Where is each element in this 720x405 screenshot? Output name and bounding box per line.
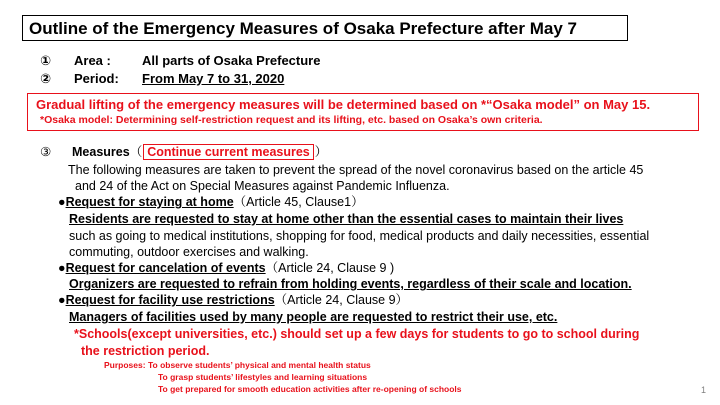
bullet-icon: ●: [58, 195, 66, 209]
notice-box: [27, 93, 699, 131]
schools-line-1: *Schools(except universities, etc.) should set up a few days for students to go to school during: [74, 327, 640, 341]
stay-home-ref: （Article 45, Clause1）: [233, 195, 364, 209]
purpose-3: To get prepared for smooth education activities after re-opening of schools: [158, 384, 462, 394]
measures-intro-line-2: and 24 of the Act on Special Measures against Pandemic Influenza.: [75, 179, 450, 193]
stay-home-heading: [58, 194, 364, 210]
stay-home-requirement: Residents are requested to stay at home other than the essential cases to maintain their lives: [69, 212, 624, 226]
area-row: [40, 53, 320, 69]
events-requirement: Organizers are requested to refrain from holding events, regardless of their scale and location.: [69, 277, 632, 291]
measures-heading: [40, 144, 327, 160]
purpose-2: To grasp students’ lifestyles and learning situations: [158, 372, 368, 382]
area-label: Area :: [74, 53, 111, 68]
period-value: From May 7 to 31, 2020: [142, 71, 285, 86]
area-number: ①: [40, 53, 52, 68]
measures-label: Measures: [72, 145, 130, 159]
continue-measures-badge: Continue current measures: [143, 144, 314, 160]
events-ref: （Article 24, Clause 9 ): [265, 261, 395, 275]
purposes-row: [104, 359, 371, 371]
measures-intro-line-1: The following measures are taken to prevent the spread of the novel coronavirus based on the article 45: [68, 163, 644, 177]
bullet-icon: ●: [58, 261, 66, 275]
notice-line-2: *Osaka model: Determining self-restriction request and its lifting, etc. based on Osaka’s own criteria.: [40, 114, 543, 126]
stay-home-title: Request for staying at home: [65, 195, 234, 209]
measures-open-paren: （: [129, 145, 143, 159]
period-label: Period:: [74, 71, 119, 86]
period-number: ②: [40, 71, 52, 86]
notice-line-1: Gradual lifting of the emergency measures will be determined based on *“Osaka model” on May 15.: [36, 97, 651, 112]
schools-line-2: the restriction period.: [81, 344, 210, 358]
facilities-requirement: Managers of facilities used by many people are requested to restrict their use, etc.: [69, 310, 558, 324]
stay-home-detail-line-1: such as going to medical institutions, shopping for food, medical products and daily necessities, essential: [69, 229, 650, 243]
stay-home-detail-line-2: commuting, outdoor exercises and walking.: [69, 245, 309, 259]
events-heading: [58, 260, 394, 276]
page-number: 1: [700, 385, 706, 395]
measures-close-paren: ）: [314, 145, 328, 159]
bullet-icon: ●: [58, 293, 66, 307]
facilities-ref: （Article 24, Clause 9）: [274, 293, 409, 307]
area-value: All parts of Osaka Prefecture: [142, 53, 321, 68]
purpose-1: To observe students’ physical and mental health status: [147, 360, 371, 370]
events-title: Request for cancelation of events: [65, 261, 266, 275]
page-title: Outline of the Emergency Measures of Osaka Prefecture after May 7: [22, 15, 628, 41]
measures-number: ③: [40, 145, 52, 159]
facilities-heading: [58, 292, 408, 308]
purposes-label: Purposes:: [104, 360, 146, 370]
period-row: [40, 71, 284, 87]
facilities-title: Request for facility use restrictions: [65, 293, 275, 307]
